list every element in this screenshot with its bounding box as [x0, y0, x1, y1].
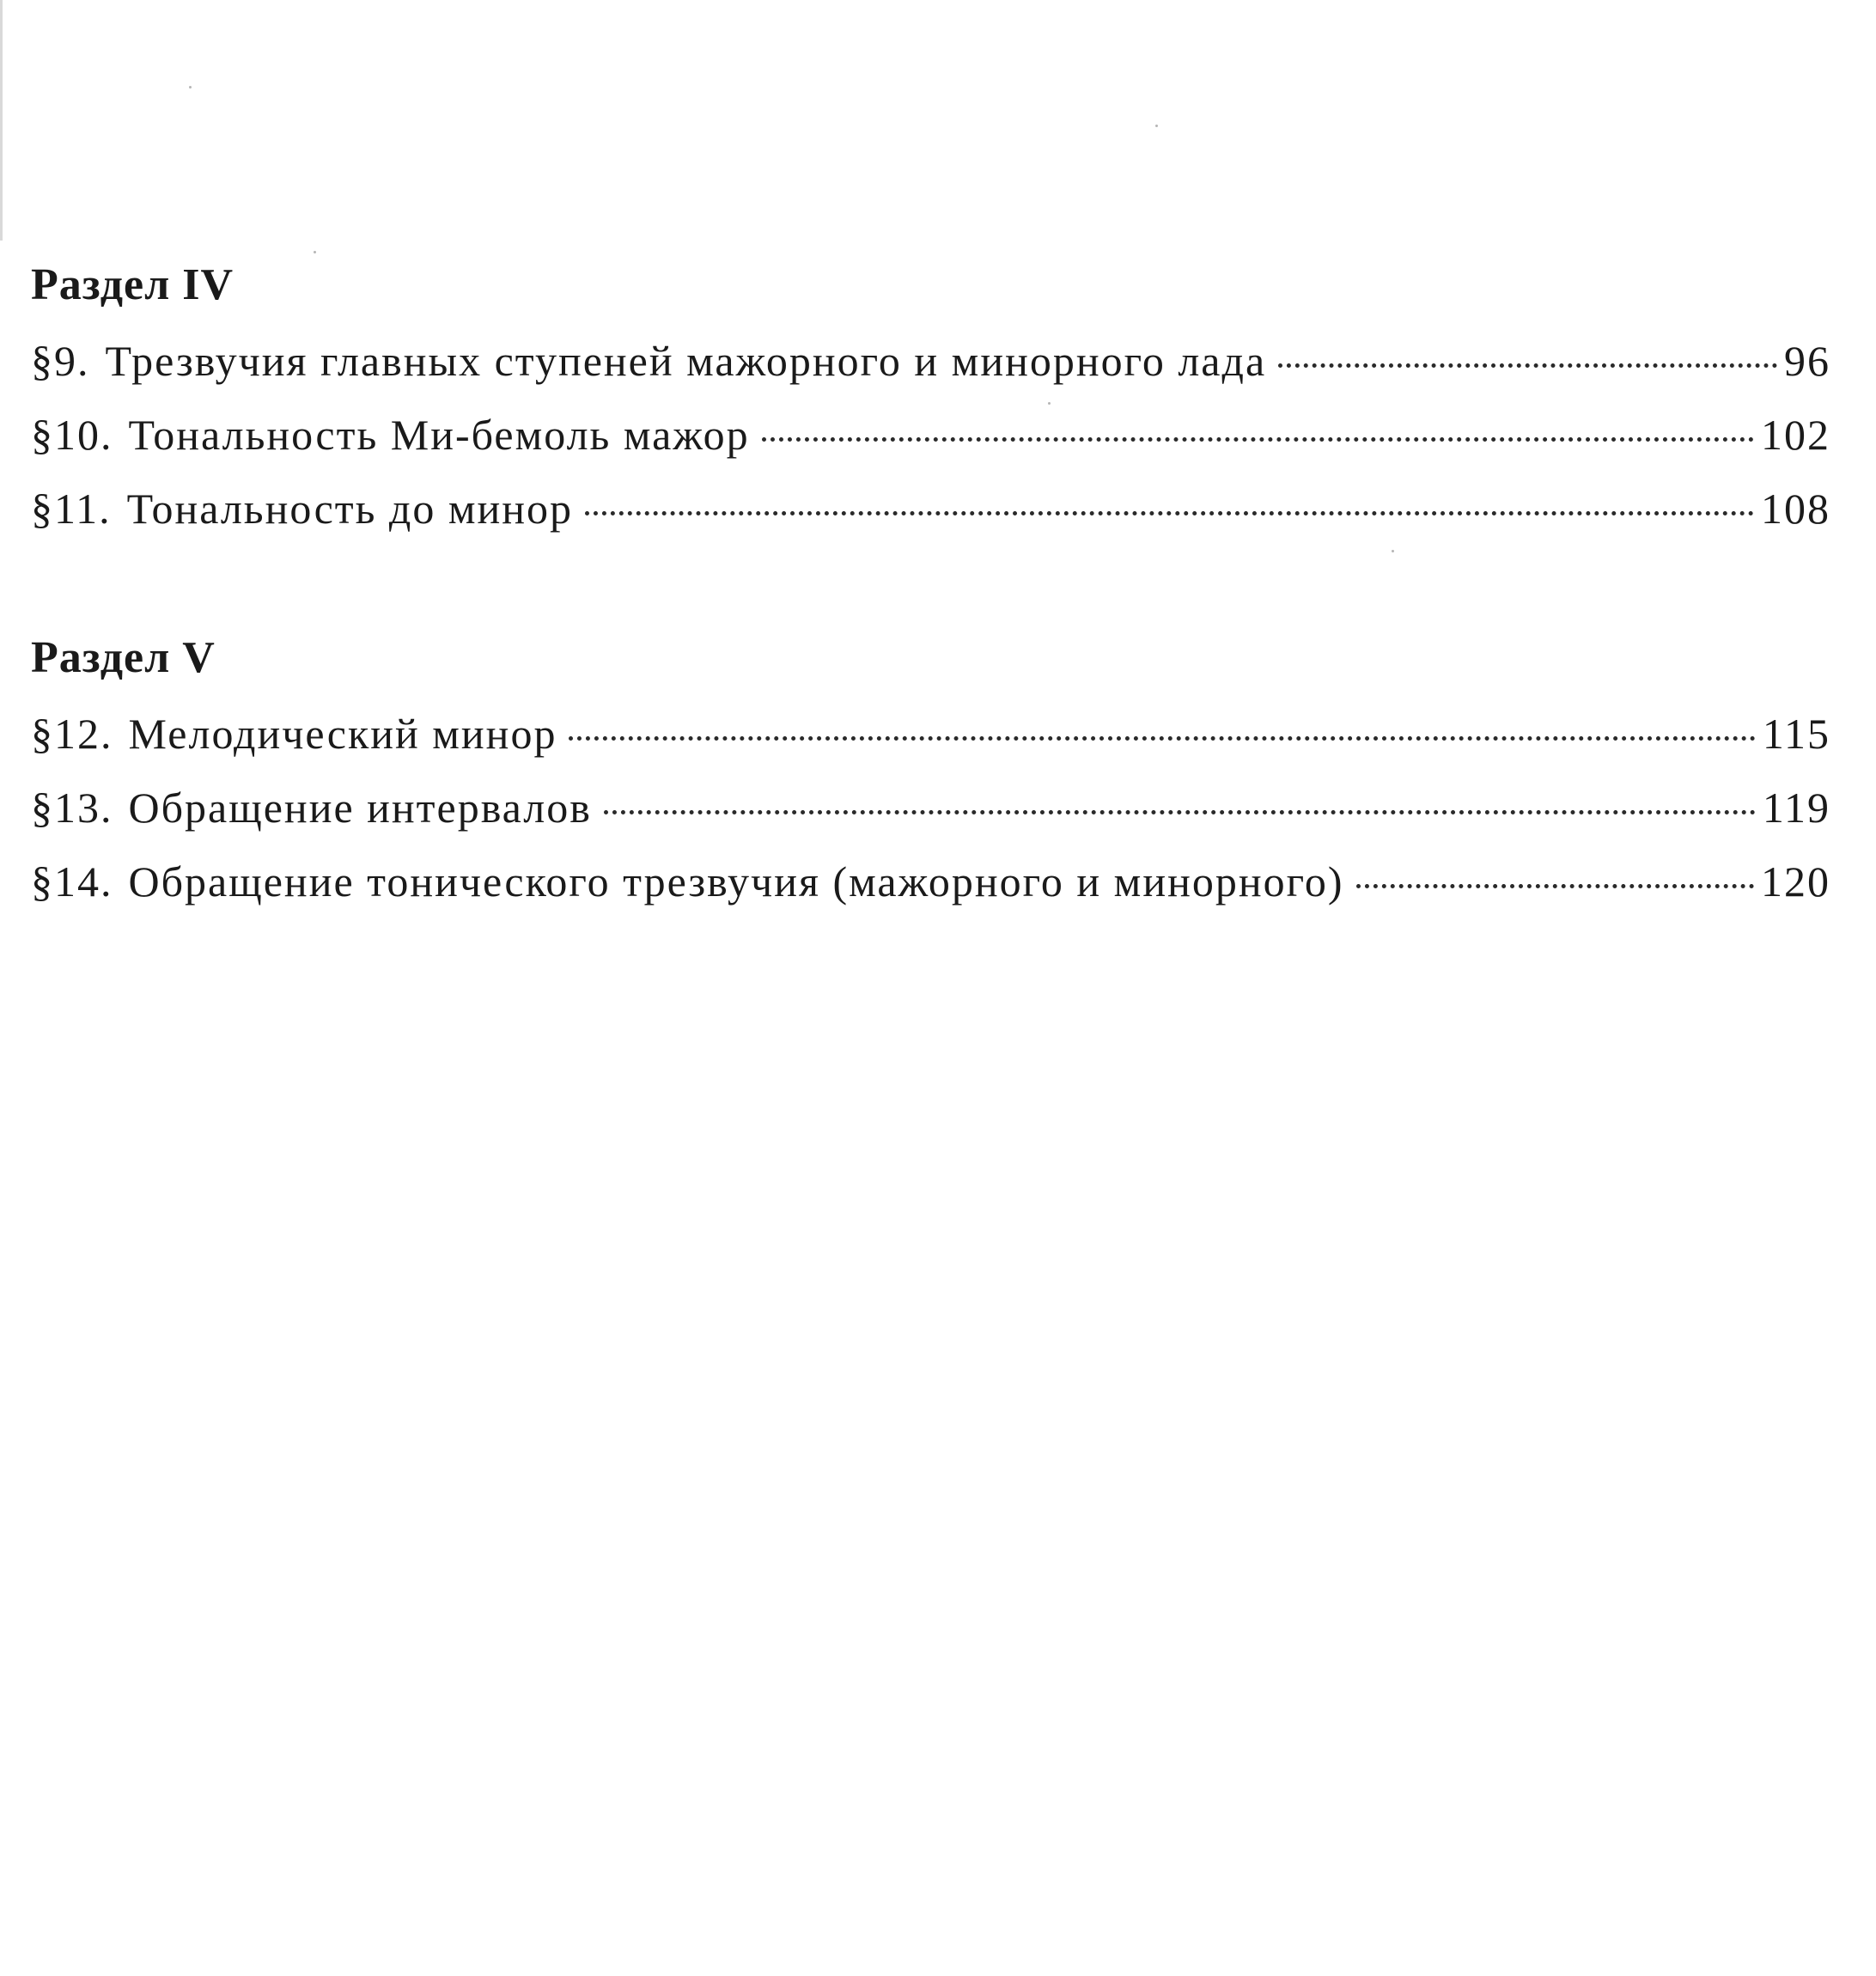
dot-leader — [1278, 363, 1777, 368]
toc-section-4 — [31, 259, 1830, 557]
dot-leader — [762, 437, 1754, 442]
paragraph-number: §10. — [31, 411, 113, 459]
page-edge — [0, 0, 3, 241]
dot-leader — [604, 810, 1756, 814]
section-heading: Раздел V — [31, 633, 216, 682]
page-number: 102 — [1761, 411, 1830, 459]
toc-entry-13[interactable] — [31, 782, 1830, 856]
page-number: 96 — [1784, 337, 1830, 385]
entry-title: Трезвучия главных ступеней мажорного и минорного лада — [105, 337, 1267, 385]
page-number: 115 — [1762, 710, 1830, 758]
entry-title: Тональность до минор — [126, 485, 574, 533]
paragraph-number: §14. — [31, 857, 113, 906]
toc-entry-12[interactable] — [31, 708, 1830, 782]
section-heading: Раздел IV — [31, 260, 234, 309]
dot-leader — [585, 511, 1754, 515]
entry-title: Мелодический минор — [128, 710, 557, 758]
toc-entry-14[interactable] — [31, 856, 1830, 930]
paragraph-number: §13. — [31, 784, 113, 832]
toc-entry-10[interactable] — [31, 409, 1830, 483]
paragraph-number: §9. — [31, 337, 90, 385]
page-number: 108 — [1761, 485, 1830, 533]
dot-leader — [1356, 884, 1754, 888]
dot-leader — [569, 736, 1755, 741]
paragraph-number: §12. — [31, 710, 113, 758]
entry-title: Обращение тонического трезвучия (мажорного и минорного) — [128, 857, 1344, 906]
entry-title: Обращение интервалов — [128, 784, 592, 832]
page-number: 119 — [1762, 784, 1830, 832]
toc-entry-9[interactable] — [31, 335, 1830, 409]
entry-title: Тональность Ми-бемоль мажор — [128, 411, 750, 459]
toc-section-5 — [31, 632, 1830, 930]
scan-speck — [314, 251, 316, 253]
scan-speck — [1155, 125, 1158, 127]
toc-entry-11[interactable] — [31, 483, 1830, 557]
paragraph-number: §11. — [31, 485, 112, 533]
page-number: 120 — [1761, 857, 1830, 906]
scan-speck — [189, 86, 192, 88]
